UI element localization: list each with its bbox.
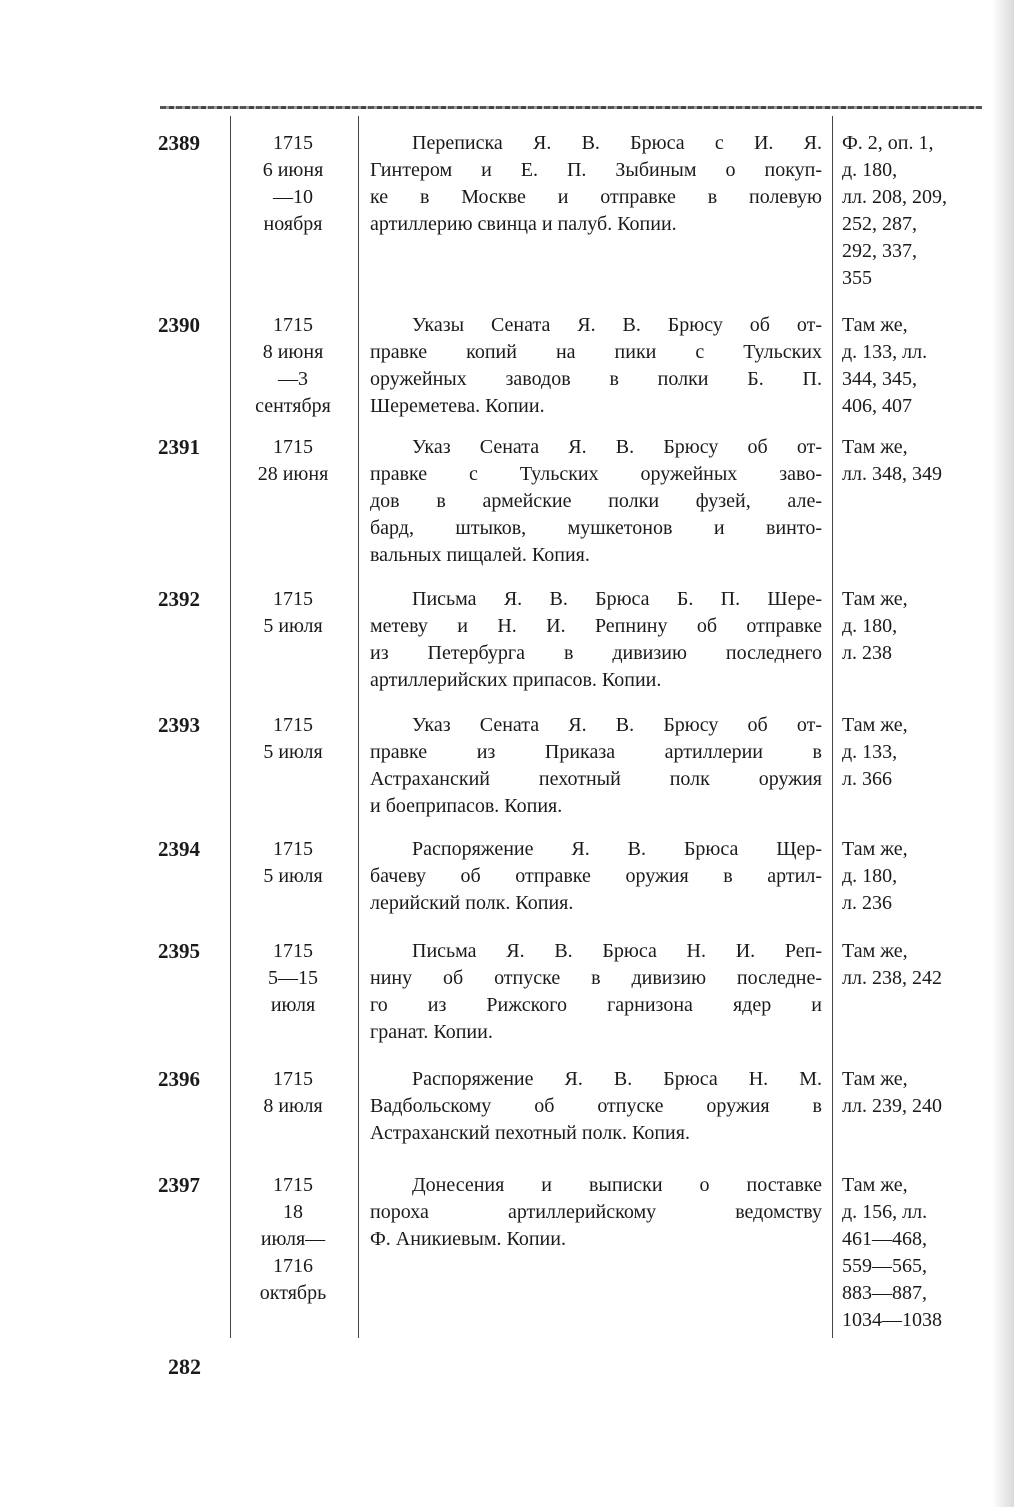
entry-date bbox=[232, 1066, 354, 1120]
entry-description bbox=[370, 1172, 822, 1253]
entry-description bbox=[370, 712, 822, 820]
entry-description-line: ке в Москве и отправке в полевую bbox=[370, 186, 822, 208]
entry-description-line: пороха артиллерийскому ведомству bbox=[370, 1201, 822, 1223]
entry-description-line: нину об отпуске в дивизию последне- bbox=[370, 967, 822, 989]
entry-source-line: Там же, bbox=[842, 838, 908, 860]
entry-source-line: л. 366 bbox=[842, 768, 892, 790]
entry-source-line: д. 156, лл. bbox=[842, 1201, 928, 1223]
entry-date-line: ноября bbox=[263, 213, 323, 235]
entry-description-line: Шереметева. Копии. bbox=[370, 395, 545, 417]
entry-description-line: и боеприпасов. Копия. bbox=[370, 795, 563, 817]
entry-source-line: Там же, bbox=[842, 1068, 908, 1090]
entry-description-line: Вадбольскому об отпуске оружия в bbox=[370, 1095, 822, 1117]
entry-number: 2392 bbox=[158, 587, 200, 611]
entry-source-line: Там же, bbox=[842, 588, 908, 610]
entry-date-line: 1715 bbox=[273, 132, 313, 154]
entry-description-line: Переписка Я. В. Брюса с И. Я. bbox=[412, 132, 822, 154]
entry-description-line: артиллерийских припасов. Копии. bbox=[370, 669, 662, 691]
entry-source-line: д. 133, лл. bbox=[842, 341, 928, 363]
entry-source-line: 344, 345, bbox=[842, 368, 917, 390]
entry-number: 2390 bbox=[158, 313, 200, 337]
entry-number: 2393 bbox=[158, 713, 200, 737]
column-rule-description bbox=[358, 116, 359, 1338]
entry-source bbox=[842, 836, 992, 917]
entry-number: 2394 bbox=[158, 837, 200, 861]
entry-date-line: 1715 bbox=[273, 436, 313, 458]
entry-date-line: —10 bbox=[273, 186, 313, 208]
entry-source-line: 406, 407 bbox=[842, 395, 912, 417]
entry-date-line: 1716 bbox=[273, 1255, 313, 1277]
entry-source-line: 252, 287, bbox=[842, 213, 917, 235]
entry-date-line: —3 bbox=[278, 368, 308, 390]
entry-description-line: Донесения и выписки о поставке bbox=[412, 1174, 822, 1196]
entry-source bbox=[842, 712, 992, 793]
entry-description-line: гранат. Копии. bbox=[370, 1021, 493, 1043]
entry-source-line: 883—887, bbox=[842, 1282, 927, 1304]
entry-source bbox=[842, 938, 992, 992]
entry-description-line: Распоряжение Я. В. Брюса Н. М. bbox=[412, 1068, 822, 1090]
entry-source-line: Там же, bbox=[842, 1174, 908, 1196]
entry-number: 2397 bbox=[158, 1173, 200, 1197]
entry-date-line: 1715 bbox=[273, 714, 313, 736]
entry-date bbox=[232, 1172, 354, 1307]
entry-date-line: 1715 bbox=[273, 314, 313, 336]
entry-description-line: правке копий на пики с Тульских bbox=[370, 341, 822, 363]
entry-description-line: оружейных заводов в полки Б. П. bbox=[370, 368, 822, 390]
entry-source bbox=[842, 130, 992, 292]
entry-date-line: сентября bbox=[255, 395, 331, 417]
entry-number: 2395 bbox=[158, 939, 200, 963]
entry-source-line: лл. 208, 209, bbox=[842, 186, 947, 208]
page-edge-shadow bbox=[992, 0, 1014, 1507]
column-rule-date bbox=[230, 116, 231, 1338]
entry-description-line: правке с Тульских оружейных заво- bbox=[370, 463, 822, 485]
entry-description-line: лерийский полк. Копия. bbox=[370, 892, 574, 914]
entry-description-line: из Петербурга в дивизию последнего bbox=[370, 642, 822, 664]
entry-date-line: 8 июня bbox=[262, 341, 324, 363]
entry-source-line: 461—468, bbox=[842, 1228, 927, 1250]
entry-description-line: Распоряжение Я. В. Брюса Щер- bbox=[412, 838, 822, 860]
entry-source-line: 559—565, bbox=[842, 1255, 927, 1277]
entry-source-line: д. 180, bbox=[842, 615, 898, 637]
entry-date-line: 8 июля bbox=[263, 1095, 323, 1117]
entry-description-line: Астраханский пехотный полк. Копия. bbox=[370, 1122, 690, 1144]
entry-date-line: 5—15 bbox=[268, 967, 318, 989]
entry-description bbox=[370, 312, 822, 420]
entry-description-line: Указ Сената Я. В. Брюсу об от- bbox=[412, 714, 822, 736]
entry-date-line: 1715 bbox=[273, 940, 313, 962]
entry-description bbox=[370, 836, 822, 917]
entry-description-line: Астраханский пехотный полк оружия bbox=[370, 768, 822, 790]
entry-source-line: лл. 238, 242 bbox=[842, 967, 942, 989]
entry-date-line: 5 июля bbox=[263, 615, 323, 637]
entry-date-line: июля— bbox=[260, 1228, 326, 1250]
entry-date-line: июля bbox=[270, 994, 316, 1016]
entry-date-line: 5 июля bbox=[263, 865, 323, 887]
entry-date-line: 5 июля bbox=[263, 741, 323, 763]
entry-description-line: бард, штыков, мушкетонов и винто- bbox=[370, 517, 822, 539]
entry-source-line: Там же, bbox=[842, 714, 908, 736]
page-number: 282 bbox=[168, 1354, 201, 1379]
entry-date-line: 1715 bbox=[273, 1068, 313, 1090]
column-rule-source bbox=[832, 116, 833, 1338]
entry-description-line: Письма Я. В. Брюса Н. И. Реп- bbox=[412, 940, 822, 962]
entry-source-line: д. 180, bbox=[842, 159, 898, 181]
entry-description-line: дов в армейские полки фузей, але- bbox=[370, 490, 822, 512]
entry-source-line: л. 238 bbox=[842, 642, 892, 664]
entry-number: 2391 bbox=[158, 435, 200, 459]
entry-date bbox=[232, 712, 354, 766]
entry-description-line: Ф. Аникиевым. Копии. bbox=[370, 1228, 566, 1250]
entry-date bbox=[232, 836, 354, 890]
entry-description-line: бачеву об отправке оружия в артил- bbox=[370, 865, 822, 887]
entry-date bbox=[232, 938, 354, 1019]
entry-date-line: 1715 bbox=[273, 588, 313, 610]
entry-description-line: метеву и Н. И. Репнину об отправке bbox=[370, 615, 822, 637]
entry-source-line: л. 236 bbox=[842, 892, 892, 914]
entry-source-line: Там же, bbox=[842, 436, 908, 458]
entry-source bbox=[842, 1066, 992, 1120]
entry-source bbox=[842, 312, 992, 420]
entry-description bbox=[370, 434, 822, 569]
entry-date bbox=[232, 586, 354, 640]
entry-source-line: Ф. 2, оп. 1, bbox=[842, 132, 934, 154]
entry-date bbox=[232, 130, 354, 238]
entry-date-line: 1715 bbox=[273, 838, 313, 860]
entry-description-line: Письма Я. В. Брюса Б. П. Шере- bbox=[412, 588, 822, 610]
entry-source-line: 1034—1038 bbox=[842, 1309, 942, 1331]
top-rule bbox=[160, 106, 982, 109]
entry-date-line: 18 bbox=[283, 1201, 303, 1223]
entry-source-line: 355 bbox=[842, 267, 872, 289]
entry-description bbox=[370, 130, 822, 238]
entry-date-line: октябрь bbox=[259, 1282, 327, 1304]
entry-source bbox=[842, 586, 992, 667]
entry-source-line: 292, 337, bbox=[842, 240, 917, 262]
entry-description-line: Указ Сената Я. В. Брюсу об от- bbox=[412, 436, 822, 458]
entry-description-line: правке из Приказа артиллерии в bbox=[370, 741, 822, 763]
entry-source-line: Там же, bbox=[842, 314, 908, 336]
entry-source-line: д. 180, bbox=[842, 865, 898, 887]
entry-source-line: д. 133, bbox=[842, 741, 898, 763]
entry-description bbox=[370, 938, 822, 1046]
entry-description-line: вальных пищалей. Копия. bbox=[370, 544, 590, 566]
entry-source-line: лл. 348, 349 bbox=[842, 463, 942, 485]
entry-description-line: артиллерию свинца и палуб. Копии. bbox=[370, 213, 677, 235]
entry-source-line: Там же, bbox=[842, 940, 908, 962]
entry-number: 2389 bbox=[158, 131, 200, 155]
entry-date bbox=[232, 434, 354, 488]
entry-date-line: 28 июня bbox=[257, 463, 329, 485]
entry-description bbox=[370, 1066, 822, 1147]
entry-description bbox=[370, 586, 822, 694]
entry-date bbox=[232, 312, 354, 420]
entry-source-line: лл. 239, 240 bbox=[842, 1095, 942, 1117]
entry-source bbox=[842, 1172, 992, 1334]
entry-description-line: Гинтером и Е. П. Зыбиным о покуп- bbox=[370, 159, 822, 181]
entry-date-line: 6 июня bbox=[262, 159, 324, 181]
entry-number: 2396 bbox=[158, 1067, 200, 1091]
entry-description-line: го из Рижского гарнизона ядер и bbox=[370, 994, 822, 1016]
entry-date-line: 1715 bbox=[273, 1174, 313, 1196]
entry-description-line: Указы Сената Я. В. Брюсу об от- bbox=[412, 314, 822, 336]
entry-source bbox=[842, 434, 992, 488]
